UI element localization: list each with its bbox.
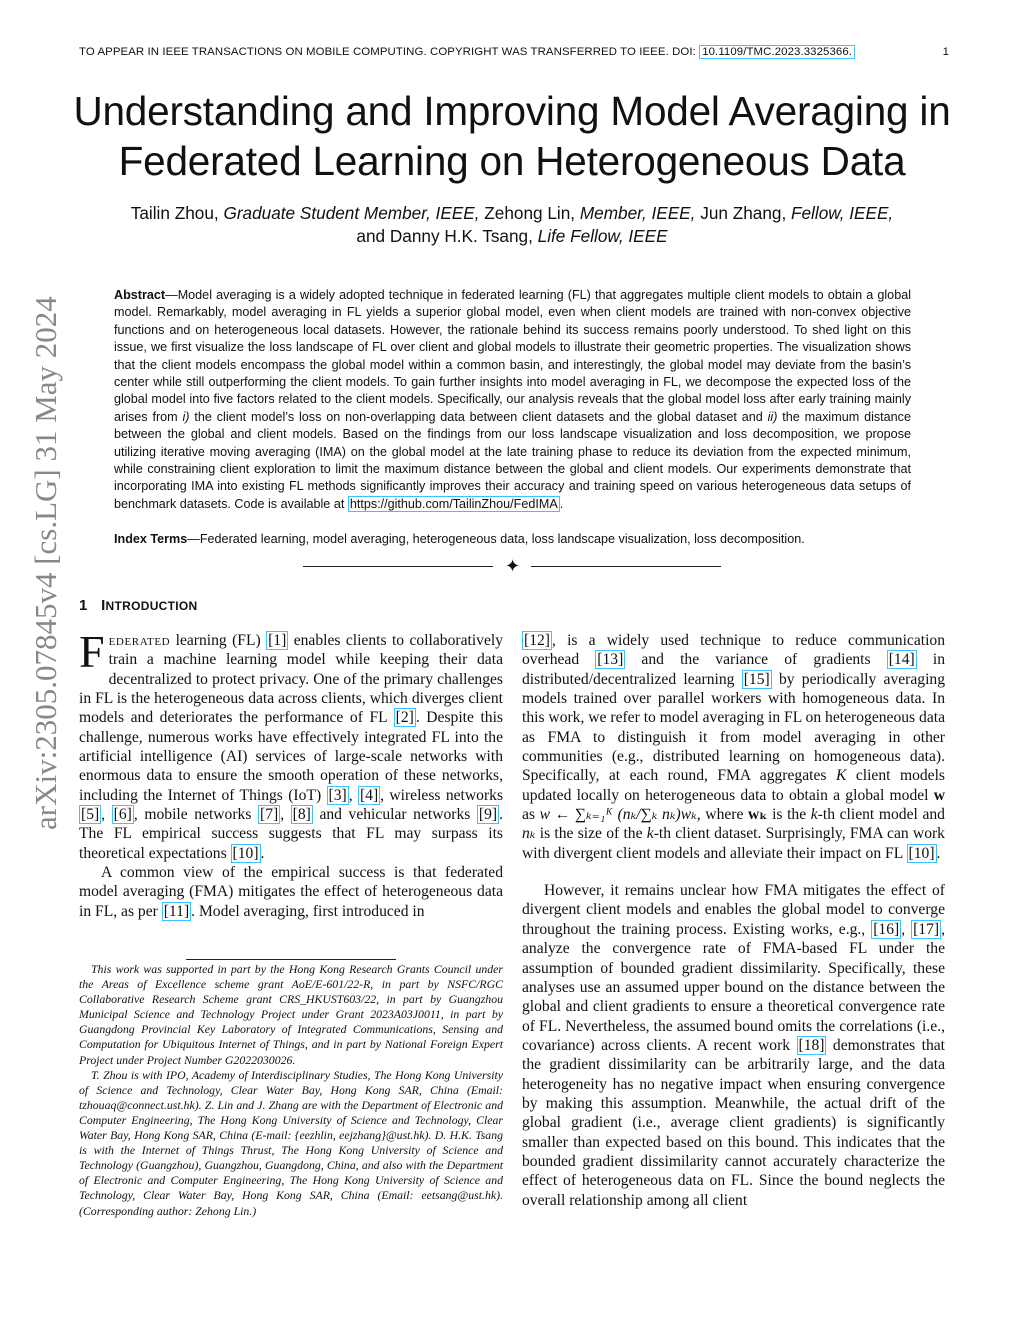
author-2-role: Member, IEEE, <box>579 203 696 223</box>
text: . Model averaging, first introduced in <box>191 902 425 920</box>
abstract-text-1: —Model averaging is a widely adopted technique in federated learning (FL) that aggregates multiple client models to obtain a global model. Remarkably, model averaging in FL yields a superior global model, even when client models are trained with non-convex objective functions and on heterogeneous local datasets. However, the rationale behind its success remains poorly understood. To shed light on this issue, we first visualize the loss landscape of FL over client and global models to illustrate their geometric properties. The visualization shows that the client models encompass the global model within a common basin, and interestingly, the global model may deviate from the basin’s center while still outperforming the client models. To gain further insights into model averaging in FL, we decompose the expected loss of the global model into five factors related to the client models. Specifically, our analysis reveals that the global model loss after early training mainly arises from <box>114 288 911 424</box>
text: as <box>522 806 540 824</box>
code-link[interactable]: https://github.com/TailinZhou/FedIMA <box>349 496 558 511</box>
separator-left-rule <box>303 566 493 567</box>
text: , <box>280 806 291 824</box>
index-terms-label: Index Terms <box>114 532 188 546</box>
text: in distributed/decentralized learning <box>522 651 945 688</box>
citation-5[interactable]: [5] <box>81 806 100 824</box>
smallcaps-word: ederated <box>108 632 171 649</box>
footnotes <box>79 962 503 1219</box>
author-4: and Danny H.K. Tsang, <box>356 226 533 246</box>
math-K: K <box>835 767 847 785</box>
text: and the variance of gradients <box>625 651 887 669</box>
citation-8[interactable]: [8] <box>292 806 311 824</box>
affiliation-footnote: T. Zhou is with IPO, Academy of Interdisciplinary Studies, The Hong Kong University of Science and Technology, Clear Water Bay, Hong Kong SAR, China (Email: tzhouaq@connect.ust.hk). Z. Lin and J. Zhang are with the Department of Electronic and Computer Engineering, The Hong Kong University of Science and Technology, Clear Water Bay, Hong Kong SAR, China (E-mail: {eezhlin, eejzhang}@ust.hk). D. H.K. Tsang is with the Internet of Things Thrust, The Hong Kong University of Science and Technology (Guangzhou), Guangzhou, Guangdong, China, and also with the Department of Electronic and Computer Engineering, The Hong Kong University of Science and Technology, Clear Water Bay, Hong Kong SAR, China (Email: eetsang@ust.hk). (Corresponding author: Zehong Lin.) <box>79 1067 503 1218</box>
abstract-item-i: i) <box>182 409 190 424</box>
citation-2[interactable]: [2] <box>395 709 414 727</box>
page-number: 1 <box>942 46 949 58</box>
text: demonstrates that the gradient dissimilarity can be arbitrarily large, and the data heterogeneity has no negative impact when ensuring convergence by making this assumption. Meanwhile, the actual drift of the global gradient (i.e., average client gradients) is significantly smaller than expected based on this bound. This indicates that the bounded gradient dissimilarity cannot accurately characterize the effect of heterogeneous data on FL. Since the bound neglects the overall relationship among all client <box>522 1036 945 1209</box>
header-text: TO APPEAR IN IEEE TRANSACTIONS ON MOBILE COMPUTING. COPYRIGHT WAS TRANSFERRED TO IEEE. DOI: <box>79 46 700 58</box>
abstract-text-2: the client model’s loss on non-overlapping data between client datasets and the global dataset and <box>189 409 768 424</box>
drop-cap: F <box>79 626 105 677</box>
text: , <box>348 786 358 804</box>
text: client models updated locally on heterogeneous data to obtain a global model <box>522 767 946 804</box>
author-1-role: Graduate Student Member, IEEE, <box>223 203 480 223</box>
fma-formula: w ← ∑ₖ₌₁ᴷ (nₖ/∑ₖ nₖ)wₖ <box>539 806 697 824</box>
author-3: Jun Zhang, <box>700 203 787 223</box>
right-column <box>522 631 945 1210</box>
text: , is a widely used technique to reduce communication overhead <box>522 632 945 669</box>
title-line-1: Understanding and Improving Model Averaging in <box>73 88 951 134</box>
citation-11[interactable]: [11] <box>163 902 190 920</box>
text: . <box>936 844 941 862</box>
intro-paragraph-1 <box>79 626 504 863</box>
author-1: Tailin Zhou, <box>130 203 219 223</box>
citation-1[interactable]: [1] <box>268 632 287 649</box>
citation-15[interactable]: [15] <box>743 670 770 688</box>
separator-diamond-icon: ✦ <box>505 556 521 576</box>
math-k: k <box>810 806 818 824</box>
citation-16[interactable]: [16] <box>873 920 900 938</box>
text: -th client model and <box>817 806 945 824</box>
citation-12[interactable]: [12] <box>524 632 550 649</box>
abstract-item-ii: ii) <box>767 409 778 424</box>
title-line-2: Federated Learning on Heterogeneous Data <box>118 138 906 184</box>
text: . The FL empirical success suggests that FL may surpass its theoretical expectations <box>79 806 503 862</box>
running-header <box>79 46 949 58</box>
section-first-letter: I <box>101 597 106 614</box>
text: -th client dataset. Surprisingly, FMA can work with divergent client models and alleviate their impact on FL <box>522 825 945 862</box>
section-number: 1 <box>79 597 88 614</box>
separator-right-rule <box>531 566 721 567</box>
math-k-2: k <box>646 825 654 843</box>
text: , <box>101 806 112 824</box>
text: is the size of the <box>535 825 647 843</box>
author-4-role: Life Fellow, IEEE <box>537 226 668 246</box>
citation-13[interactable]: [13] <box>597 651 624 669</box>
text: , analyze the convergence rate of FMA-based FL under the assumption of bounded gradient dissimilarity. Specifically, these analyses use an assumed upper bound on the distance between the global and client gradients to ensure a theoretical convergence rate of FL. Nevertheless, the assumed bound omits the correlations (i.e., covariance) across clients. A recent work <box>522 920 945 1054</box>
paragraph-gap <box>522 863 945 881</box>
math-wk: wₖ <box>748 806 768 824</box>
text: by periodically averaging models trained over parallel workers with homogeneous data. In this work, we refer to model averaging in FL on heterogeneous data as FMA to distinguish it from model averaging in other communities (e.g., distributed learning on homogeneous data). Specifically, at each round, FMA aggregates <box>522 670 945 785</box>
text: , mobile networks <box>133 806 258 824</box>
text: , where <box>696 806 749 824</box>
citation-10[interactable]: [10] <box>232 844 259 862</box>
abstract-label: Abstract <box>114 288 166 302</box>
citation-4[interactable]: [4] <box>359 786 379 804</box>
text: learning (FL) <box>170 632 267 649</box>
index-terms-text: —Federated learning, model averaging, heterogeneous data, loss landscape visualization, loss decomposition. <box>187 532 805 546</box>
arxiv-stamp: arXiv:2305.07845v4 [cs.LG] 31 May 2024 <box>28 296 63 830</box>
author-list <box>60 202 964 248</box>
citation-10-right[interactable]: [10] <box>908 844 935 862</box>
doi-link[interactable]: 10.1109/TMC.2023.3325366. <box>699 45 855 59</box>
text: , <box>901 920 912 938</box>
index-terms <box>114 531 911 548</box>
abstract <box>114 287 911 513</box>
abstract-text-3: the maximum distance between the global and client models. Based on the findings from our loss landscape visualization and loss decomposition, we propose utilizing iterative moving averaging (IMA) on the global model at the late training phase to reduce its deviation from the expected minimum, while constraining client exploration to limit the maximum distance between the global and client models. Our experiments demonstrate that incorporating IMA into existing FL methods significantly improves their accuracy and training speed on various heterogeneous data setups of benchmark datasets. Code is available at <box>114 409 911 511</box>
author-3-role: Fellow, IEEE, <box>791 203 894 223</box>
left-column <box>79 626 504 921</box>
right-paragraph-2 <box>522 881 945 1210</box>
math-nk: nₖ <box>522 825 536 843</box>
text: and vehicular networks <box>312 806 477 824</box>
text: . Despite this challenge, numerous works have effectively integrated FL into the artificial intelligence (AI) services of large-scale networks with enormous data to ensure the smooth operation of these networks, including the Internet of Things (IoT) <box>79 709 503 804</box>
text: . <box>260 844 265 862</box>
section-heading <box>79 597 198 614</box>
citation-14[interactable]: [14] <box>888 651 915 669</box>
text: is the <box>767 806 811 824</box>
funding-footnote: This work was supported in part by the Hong Kong Research Grants Council under the Areas of Excellence scheme grant AoE/E-601/22-R, in part by NSFC/RGC Collaborative Research Scheme grant CRS_HKUST603/22, in part by Guangzhou Municipal Science and Technology Project under Grant 2023A03J0011, in part by Guangdong Provincial Key Laboratory of Integrated Communications, Sensing and Computation for Ubiquitous Internet of Things, and in part by National Foreign Expert Project under Project Number G2022030026. <box>79 962 503 1067</box>
math-w: w <box>933 786 945 804</box>
citation-7[interactable]: [7] <box>260 806 279 824</box>
abstract-end: . <box>559 496 564 511</box>
right-paragraph-1 <box>522 631 945 863</box>
paper-title <box>60 86 964 186</box>
author-2: Zehong Lin, <box>484 203 576 223</box>
text: enables clients to collaboratively train a machine learning model while keeping their data decentralized to protect privacy. One of the primary challenges in FL is the heterogeneous data across clients, which diverges client models and deteriorates the performance of FL <box>79 632 503 727</box>
citation-9[interactable]: [9] <box>478 806 498 824</box>
intro-paragraph-2 <box>79 863 503 921</box>
citation-17[interactable]: [17] <box>913 920 940 938</box>
text: , wireless networks <box>380 786 504 804</box>
text: However, it remains unclear how FMA mitigates the effect of divergent client models and enables the global model to converge throughout the training process. Existing works, e.g., <box>522 882 945 938</box>
citation-18[interactable]: [18] <box>798 1036 825 1054</box>
text: A common view of the empirical success is that federated model averaging (FMA) mitigates the effect of heterogeneous data in FL, as per <box>79 864 503 920</box>
footnote-rule <box>186 959 396 960</box>
citation-3[interactable]: [3] <box>328 786 347 804</box>
section-title-rest: NTRODUCTION <box>105 599 198 613</box>
citation-6[interactable]: [6] <box>113 806 132 824</box>
